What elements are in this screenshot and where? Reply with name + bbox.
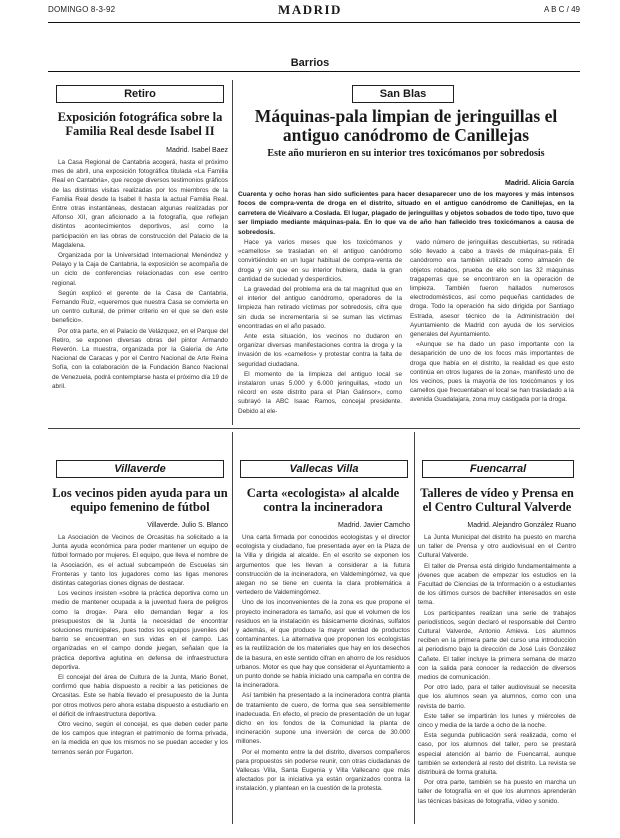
fuencarral-paragraph: La Junta Municipal del distrito ha puesto en marcha un taller de Prensa y otro audiovisual en el Centro Cultural Valverde. bbox=[418, 534, 576, 560]
vallecas-headline: Carta «ecologista» al alcalde contra la incineradora bbox=[246, 486, 400, 514]
villaverde-tag: Villaverde bbox=[56, 460, 224, 478]
section-rule bbox=[48, 71, 580, 72]
vallecas-paragraph: Por el momento entre la del distrito, diversos compañeros para propuestos sin poderse reunir, con otras ciudadanas de Vallecas Villa, Santa Eugenia y Villa Vallecano que más afectados por la iniciativa ya están organizados contra la instalación, y plantean en la cuestión de la protesta. bbox=[236, 748, 410, 793]
vallecas-tag: Vallecas Villa bbox=[240, 460, 408, 478]
sanblas-paragraph: El momento de la limpieza del antiguo local se instalaron unas 5.000 y 6.000 jeringuillas, «todo un récord en este distrito para el Plan Galinsor», como subrayó la ABC Isaac Ramos, concejal presidente. Debido al ele- bbox=[238, 370, 402, 415]
fuencarral-paragraph: Este taller se impartirán los lunes y miércoles de cinco y media de la tarde a ocho de la noche. bbox=[418, 712, 576, 730]
fuencarral-byline: Madrid. Alejandro González Ruano bbox=[467, 522, 576, 529]
page-number: A B C / 49 bbox=[543, 5, 580, 14]
column-divider bbox=[414, 432, 415, 824]
sanblas-lead: Cuarenta y ocho horas han sido suficientes para hacer desaparecer uno de los mayores y más intensos focos de compra-venta de droga en el distrito, situado en el antiguo canódromo de Canillejas, en la carretera de Vicálvaro a Coslada. El lugar, plagado de jeringuillas y objetos sobados de todo tipo, tuvo que ser limpiado mediante máquinas-pala. En lo que va de año han fallecido tres toxicómanos a causa de sobredosis. bbox=[238, 191, 574, 236]
villaverde-headline: Los vecinos piden ayuda para un equipo femenino de fútbol bbox=[52, 486, 228, 514]
column-divider bbox=[232, 432, 233, 824]
villaverde-body bbox=[52, 533, 228, 821]
vallecas-paragraph: Así también ha presentado a la incineradora contra planta de tratamiento de cuero, de forma que sea sensiblemente inadecuada. En efecto, el precio de presentación de un lugar dicho en los fondos de la Comunidad la planta de incineración supone una inversión de cerca de 30.000 millones. bbox=[236, 692, 410, 746]
sanblas-tag: San Blas bbox=[352, 85, 454, 103]
issue-date: DOMINGO 8-3-92 bbox=[48, 5, 116, 14]
sanblas-subhead: Este año murieron en su interior tres toxicómanos por sobredosis bbox=[267, 148, 545, 159]
villaverde-paragraph: Otro vecino, según el concejal, es que deben ceder parte de los campos que integran el patrimonio de forma privada, en la medida en que los mismos no se puedan acceder y los terrenos serán por Fugarton. bbox=[52, 721, 228, 756]
villaverde-paragraph: La Asociación de Vecinos de Orcasitas ha solicitado a la Junta ayuda económica para poder mantener un equipo de fútbol formado por mujeres. El equipo, que lleva el nombre de la Asociación, es el actual subcampeón de Escuelas sin Fronteras y tanto los jugadores como las ligas menores distintas categorías ciones dignas de destacar. bbox=[52, 534, 228, 588]
sanblas-paragraph: Hace ya varios meses que los toxicómanos y «camellos» se trasladan en el antiguo canódromo convirtiéndolo en un lugar habitual de compra-venta de droga y sin que en su interior hubiera, dada la gran cantidad de suciedad y desperdicios. bbox=[238, 239, 402, 283]
sanblas-paragraph: Ante esta situación, los vecinos no dudaron en organizar diversas manifestaciones contra la droga y la invasión de los «camellos» y protestar contra la falta de seguridad ciudadana. bbox=[238, 333, 402, 368]
section-title: MADRID bbox=[278, 2, 342, 17]
retiro-paragraph: Según explicó el gerente de la Casa de Cantabria, Fernando Ruiz, «queremos que nuestra Casa se convierta en un centro cultural, de primer criterio en el que se den este beneficio». bbox=[52, 289, 228, 325]
retiro-paragraph: Organizada por la Universidad Internacional Menéndez y Pelayo y la Caja de Cantabria, la exposición se acompaña de un ciclo de conferencias relacionadas con ese centro regional. bbox=[52, 252, 228, 287]
fuencarral-body bbox=[418, 533, 576, 821]
column-divider bbox=[232, 80, 233, 425]
vallecas-paragraph: Uno de los inconvenientes de la zona es que propone el proyecto incineradora es tamaño, así que el volumen de los residuos en la instalación es básicamente dioxinas, sulfatos y además, el que produce la mayor verdad de productos contaminantes. La alternativa que proponen los ecologistas es la reutilización de los materiales que hay en los desechos de la basura, en este sentido cifran en ahorro de los residuos urbanos. Motor es que hay que considerar el Ayuntamiento a un punto donde se había iniciado una campaña en contra de la incineradora. bbox=[236, 599, 410, 690]
fuencarral-headline: Talleres de vídeo y Prensa en el Centro Cultural Valverde bbox=[420, 486, 574, 514]
sanblas-headline: Máquinas-pala limpian de jeringuillas el antiguo canódromo de Canillejas bbox=[254, 106, 558, 145]
villaverde-paragraph: Los vecinos insisten «sobre la práctica deportiva como un medio de mantener ocupada a la juventud fuera de peligros como la droga». Para ello demandan llegar a los presupuestos de la Junta la necesidad de encontrar soluciones municipales, pues todos los equipos juveniles del barrio se encuentran en sus vidas en el campo. Las organizadas en el campo donde juegan, señalan que la práctica deportiva aglutina en defensa de infraestructura deportiva. bbox=[52, 590, 228, 671]
sanblas-byline: Madrid. Alicia García bbox=[505, 180, 574, 187]
retiro-tag: Retiro bbox=[56, 85, 224, 103]
fuencarral-paragraph: Esta segunda publicación será realizada, como el caso, por los alumnos del taller, pero se prestará especial atención al barrio de Fuencarral, aunque también se extenderá al resto del distrito. La revista se distribuirá de forma gratuita. bbox=[418, 732, 576, 777]
vallecas-paragraph: Una carta firmada por conocidos ecologistas y el director ecologista y ciudadano, fue presentada ayer en la Plaza de la Villa y dirigida al alcalde. En el escrito se exponen los argumentos que les llevan a considerar a la futura construcción de la incineradora, en Valdemingómez, va que alegan no se tiene en cuenta la clara problemática a vertedero de Valdemingómez. bbox=[236, 534, 410, 597]
fuencarral-paragraph: El taller de Prensa está dirigido fundamentalmente a jóvenes que acaben de empezar los estudios en la Facultad de Ciencias de la Información o a estudiantes de los últimos cursos de bachiller interesados en este tema. bbox=[418, 562, 576, 607]
sanblas-col2 bbox=[410, 238, 574, 424]
vallecas-body bbox=[236, 533, 410, 821]
vallecas-byline: Madrid. Javier Camcho bbox=[338, 522, 410, 529]
retiro-headline: Exposición fotográfica sobre la Familia Real desde Isabel II bbox=[57, 110, 223, 138]
barrios-label: Barrios bbox=[290, 57, 330, 69]
retiro-paragraph: Por otra parte, en el Palacio de Velázquez, en el Parque del Retiro, se exponen diversas obras del pintor Armando Reverón. La muestra, organizada por la Galería de Arte Nacional de Caracas y por el Centro Nacional de Arte Reina Sofía, con la colaboración de la Fundación Banco Nacional de Venezuela, podrá contemplarse hasta el próximo día 19 de abril. bbox=[52, 327, 228, 390]
fuencarral-paragraph: Por otra parte, también se ha puesto en marcha un taller de fotografía en el que los alumnos aprenderán las técnicas básicas de fotografía, vídeo y sonido. bbox=[418, 779, 576, 805]
mid-rule bbox=[48, 428, 580, 429]
sanblas-paragraph: La gravedad del problema era de tal magnitud que en el interior del antiguo canódromo, operadores de la limpieza han retirado víctimas por sobredosis, cifra que sin duda se incrementaría si se suman las víctimas encontradas en el año pasado. bbox=[238, 286, 402, 330]
villaverde-byline: Villaverde. Julio S. Blanco bbox=[147, 522, 228, 529]
retiro-body bbox=[52, 158, 228, 420]
fuencarral-paragraph: Los participantes realizan una serie de trabajos periodísticos, según declaró el responsable del Centro Cultural Valverde, Antonio Amieva. Los alumnos reciben en la primera parte del curso una introducción al periodismo bajo la dirección de José Luis González Cañete. El taller incluye la primera semana de marzo con la salida para conocer la redacción de diversos medios de comunicación. bbox=[418, 609, 576, 682]
retiro-paragraph: La Casa Regional de Cantabria acogerá, hasta el próximo mes de abril, una exposición fotográfica titulada «La Familia Real en Cantabria», que recoge diversos testimonios gráficos de las distintas visitas realizadas por los miembros de la Familia Real desde la Isabel II hasta la actual Familia Real. Entre otras instantáneas, destacan algunas realizadas por Alfonso XII, gran aficionado a la fotografía, que reflejan distintos acontecimientos deportivos, así como la participación en las obras de construcción del Palacio de la Magdalena. bbox=[52, 159, 228, 249]
sanblas-paragraph: vado número de jeringuillas descubiertas, su retirada sólo llevado a cabo a través de máquinas-pala. El canódromo era también utilizado como almacén de objetos robados, prueba de ello son las 32 máquinas tragaperras que se encontraron en la operación de limpieza. También fueron hallados numerosos electrodomésticos, así como pequeñas cantidades de droga. Todo la operación ha sido dirigida por Santiago Estrada, asesor técnico de la Administración del Ayuntamiento de Madrid con ayuda de los servicios generales del Ayuntamiento. bbox=[410, 239, 574, 339]
retiro-byline: Madrid. Isabel Baez bbox=[166, 147, 228, 154]
sanblas-paragraph: «Aunque se ha dado un paso importante con la desaparición de uno de los focos más importantes de droga que había en el distrito, la realidad es que esto continúa en otros lugares de la zona», manifestó uno de los vecinos, pues la mayoría de los toxicómanos y los camellos que frecuentaban el local se han trasladado a la avenida Guadalajara, zona muy castigada por la droga. bbox=[410, 341, 574, 404]
sanblas-col1 bbox=[238, 238, 402, 424]
fuencarral-paragraph: Por otro lado, para el taller audiovisual se necesita que los alumnos sean ya alumnos, como con una revista de barrio. bbox=[418, 684, 576, 710]
villaverde-paragraph: El concejal del área de Cultura de la Junta, Mario Bonet, confirmó que había dispuesto a recibir a las peticiones de Orcasitas. Este se había llevado el presupuesto de la Junta por otros motivos pero ahora estaba dispuesto a estudiarlo en el déficit de infraestructura deportiva. bbox=[52, 674, 228, 718]
header-rule bbox=[48, 22, 580, 23]
fuencarral-tag: Fuencarral bbox=[422, 460, 574, 478]
